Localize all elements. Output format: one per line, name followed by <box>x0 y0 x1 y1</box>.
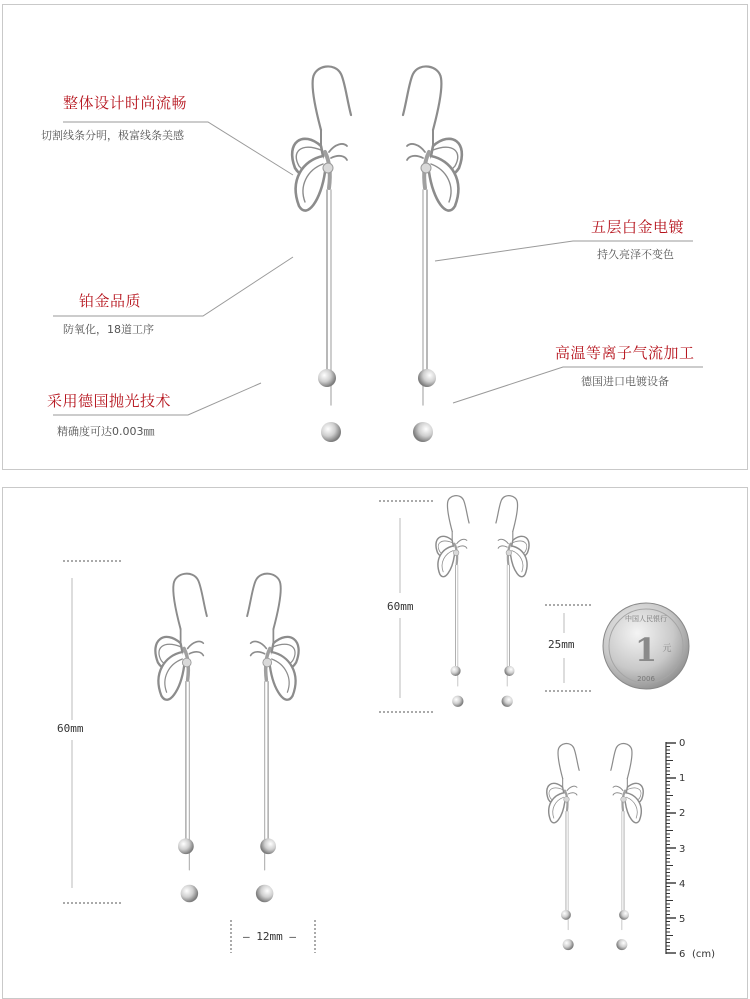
feature-desc: 持久亮泽不变色 <box>597 248 674 261</box>
ruler-mark: 3 <box>679 844 686 855</box>
coin-image <box>601 601 691 691</box>
feature-title: 高温等离子气流加工 <box>555 344 695 362</box>
ruler-mark: 1 <box>679 773 686 784</box>
coin-year: 2006 <box>637 675 655 683</box>
feature-desc: 防氧化，18道工序 <box>63 323 154 336</box>
earring-image-left <box>423 492 478 717</box>
earring-image-right <box>603 740 655 960</box>
feature-title: 铂金品质 <box>79 292 142 310</box>
feature-title: 五层白金电镀 <box>591 218 685 236</box>
earring-image-left <box>273 60 363 460</box>
dimension-panel <box>2 487 748 999</box>
ruler-mark: 5 <box>679 914 686 925</box>
earring-image-right <box>391 60 481 460</box>
ruler-mark: 2 <box>679 808 686 819</box>
feature-panel <box>2 4 748 470</box>
earring-image-right <box>487 492 542 717</box>
feature-desc: 切割线条分明，极富线条美感 <box>41 129 184 142</box>
feature-desc: 精确度可达0.003㎜ <box>57 425 155 438</box>
coin-top-text: 中国人民银行 <box>625 615 667 623</box>
earring-image-left <box>535 740 587 960</box>
ruler-unit: (cm) <box>692 949 716 960</box>
coin-diameter-label: 25mm <box>548 638 575 651</box>
ruler-mark: 6 <box>679 949 686 960</box>
ruler-mark: 4 <box>679 879 686 890</box>
feature-title: 整体设计时尚流畅 <box>63 94 188 112</box>
earring-image-left <box>133 568 223 918</box>
width-label: — 12mm — <box>243 930 296 943</box>
height-label: 60mm <box>57 722 84 735</box>
ruler-mark: 0 <box>679 738 686 749</box>
feature-title: 采用德国抛光技术 <box>47 392 172 410</box>
feature-desc: 德国进口电镀设备 <box>581 375 669 388</box>
coin-unit: 元 <box>662 644 672 654</box>
coin-value: 1 <box>634 631 658 669</box>
earring-image-right <box>231 568 321 918</box>
height-label: 60mm <box>387 600 414 613</box>
